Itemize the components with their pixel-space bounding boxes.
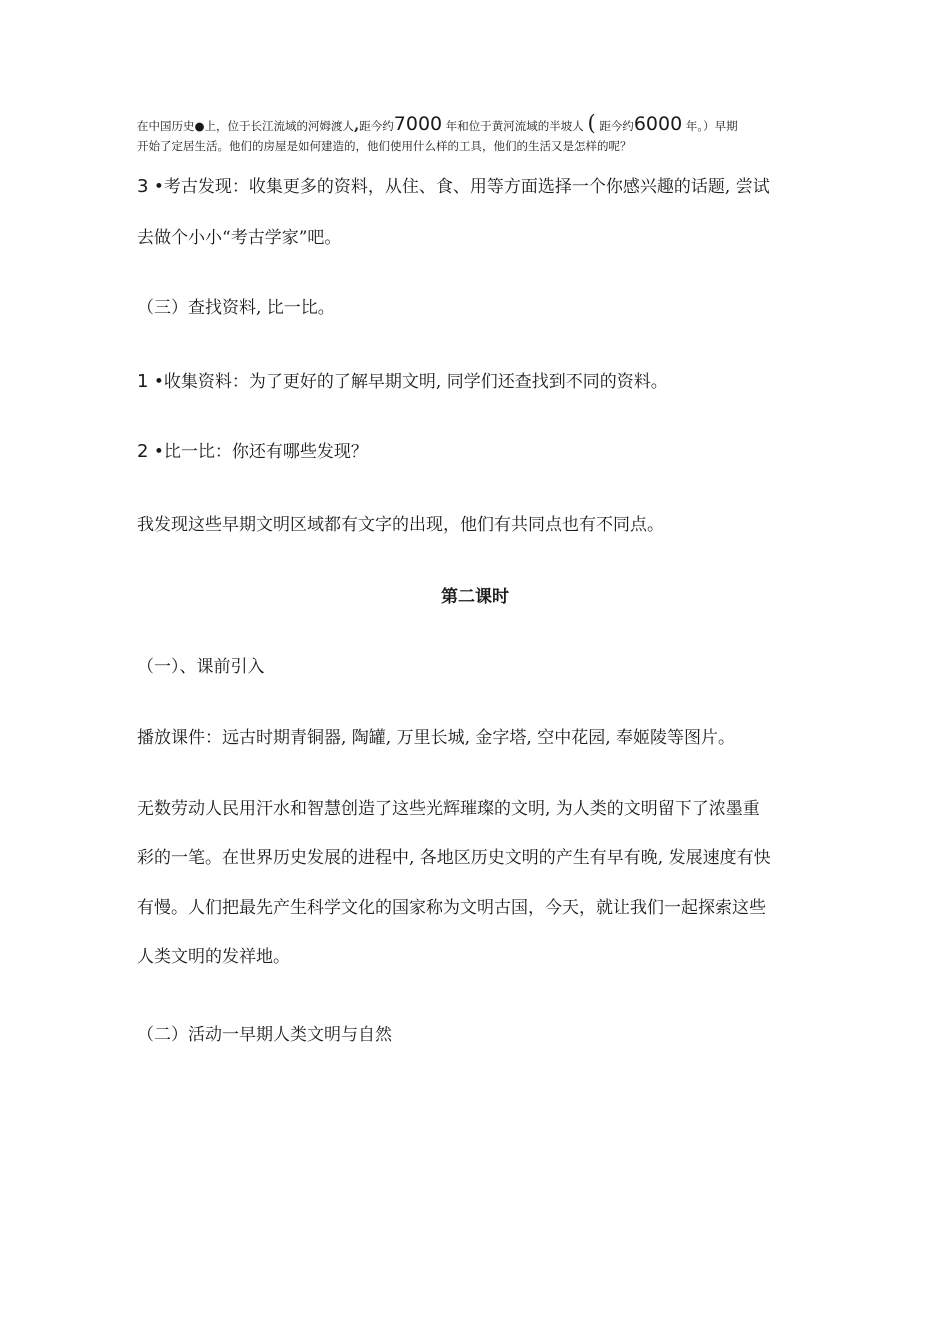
courseware-text: 播放课件：远古时期青铜器, 陶罐, 万里长城, 金字塔, 空中花园, 奉姬陵等图片。 [137,728,736,748]
subsection-2-title: （二）活动一早期人类文明与自然 [137,1025,392,1045]
item-3-line-1 [137,175,770,199]
paragraph-line-1: 无数劳动人民用汗水和智慧创造了这些光辉璀璨的文明, 为人类的文明留下了浓墨重 [137,799,760,819]
intro-number-7000: 7000 [393,113,443,135]
item-3-line-2: 去做个小小“考古学家”吧。 [137,228,342,248]
list-item-1-text: •收集资料：为了更好的了解早期文明, 同学们还查找到不同的资料。 [148,372,668,392]
paragraph-line-3: 有慢。人们把最先产生科学文化的国家称为文明古国，今天，就让我们一起探索这些 [137,898,766,918]
intro-line-2: 开始了定居生活。他们的房屋是如何建造的，他们使用什么样的工具，他们的生活又是怎样的呢？ [137,139,632,153]
list-item-2-text: •比一比：你还有哪些发现？ [148,442,368,462]
list-item-1-number: 1 [137,371,149,392]
item-3-text: •考古发现：收集更多的资料，从住、食、用等方面选择一个你感兴趣的话题, 尝试 [148,177,770,197]
intro-text-b: 距今约 [359,119,394,133]
paragraph-line-4: 人类文明的发祥地。 [137,947,290,967]
intro-text-d: 距今约 [599,119,634,133]
intro-line-1 [137,111,738,135]
paragraph-line-2: 彩的一笔。在世界历史发展的进程中, 各地区历史文明的产生有早有晚, 发展速度有快 [137,848,771,868]
list-item-1 [137,370,668,394]
intro-text-c: 年和位于黄河流域的半坡人 [445,119,584,133]
intro-paren: ( [587,111,596,135]
intro-text-e: 年。）早期 [685,119,738,133]
intro-comma: , [354,116,360,134]
subsection-1-title: （一）、课前引入 [137,657,265,677]
intro-text-a: 在中国历史●上，位于长江流域的河姆渡人 [137,119,355,133]
list-item-2 [137,440,368,464]
section-3-title: （三）查找资料, 比一比。 [137,298,335,318]
intro-number-6000: 6000 [633,113,683,135]
finding-text: 我发现这些早期文明区域都有文字的出现，他们有共同点也有不同点。 [137,515,664,535]
list-item-2-number: 2 [137,441,149,462]
item-3-number: 3 [137,176,149,197]
lesson-2-heading: 第二课时 [441,587,509,607]
